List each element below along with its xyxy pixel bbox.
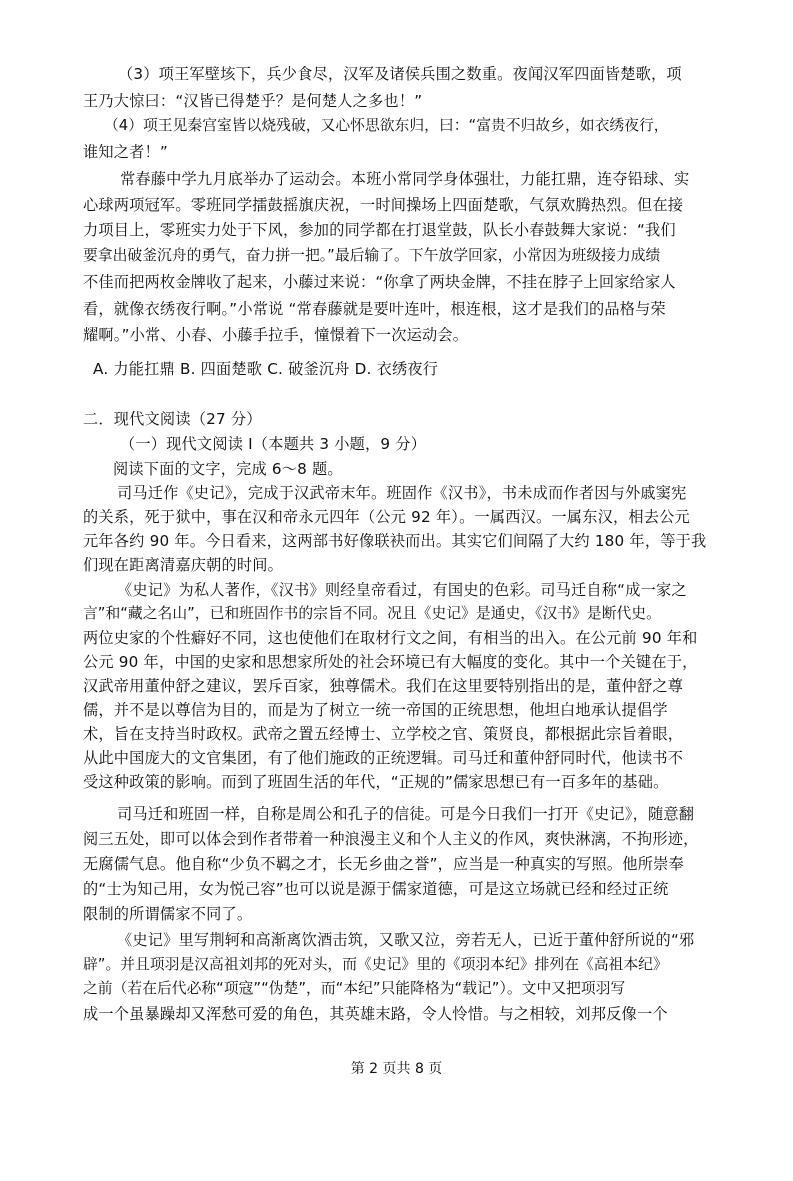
text-line: 无腐儒气息。他自称“少负不羁之才，长无乡曲之誉”，应当是一种真实的写照。他所崇奉: [83, 855, 684, 873]
text-line: 术，旨在支持当时政权。武帝之置五经博士、立学校之官、策贤良，都根据此宗旨着眼，: [83, 725, 684, 743]
page-number: 第 2 页共 8 页: [350, 1061, 443, 1077]
text-line: 公元 90 年，中国的史家和思想家所处的社会环境已有大幅度的变化。其中一个关键在于，: [83, 653, 698, 671]
answer-options: A. 力能扛鼎 B. 四面楚歌 C. 破釜沉舟 D. 衣绣夜行: [93, 360, 439, 378]
text-line: 辟”。并且项羽是汉高祖刘邦的死对头，而《史记》里的《项羽本纪》排列在《高祖本纪》: [83, 956, 668, 973]
text-line: 言”和“藏之名山”，已和班固作书的宗旨不同。况且《史记》是通史，《汉书》是断代史。: [83, 605, 661, 622]
text-line: 心球两项冠军。零班同学擂鼓摇旗庆祝，一时间操场上四面楚歌，气氛欢腾热烈。但在接: [83, 196, 684, 214]
text-line: 汉武帝用董仲舒之建议，罢斥百家，独尊儒术。我们在这里要特别指出的是，董仲舒之尊: [83, 677, 684, 695]
text-line: 王乃大惊曰：“汉皆已得楚乎？是何楚人之多也！”: [83, 92, 423, 110]
text-line: （4）项王见秦宫室皆以烧残破，又心怀思欲东归，曰：“富贵不归故乡，如衣绣夜行，: [104, 117, 669, 134]
text-line: 不佳而把两枚金牌收了起来，小藤过来说：“你拿了两块金牌，不挂在脖子上回家给家人: [83, 273, 676, 291]
text-line: （3）项王军壁垓下，兵少食尽，汉军及诸侯兵围之数重。夜闻汉军四面皆楚歌，项: [118, 65, 682, 83]
text-line: 看，就像衣绣夜行啊。”小常说 “常春藤就是要叶连叶，根连根，这才是我们的品格与荣: [83, 300, 666, 318]
text-line: 耀啊。”小常、小春、小藤手拉手，憧憬着下一次运动会。: [83, 326, 469, 344]
instruction-text: 阅读下面的文字，完成 6～8 题。: [113, 460, 343, 478]
text-line: 的关系，死于狱中，事在汉和帝永元四年（公元 92 年）。一属西汉。一属东汉，相去公元: [83, 508, 690, 526]
text-line: 的“士为知己用，女为悦己容”也可以说是源于儒家道德，可是这立场就已经和经过正统: [83, 880, 669, 898]
section-heading: 二．现代文阅读（27 分）: [83, 410, 262, 428]
text-line: 限制的所谓儒家不同了。: [83, 905, 253, 923]
text-line: 要拿出破釜沉舟的勇气，奋力拼一把。”最后输了。下午放学回家，小常因为班级接力成绩: [83, 247, 661, 264]
subsection-heading: （一）现代文阅读 I（本题共 3 小题，9 分）: [120, 435, 427, 453]
text-line: 谁知之者！”: [83, 143, 169, 161]
text-line: 阅三五处，即可以体会到作者带着一种浪漫主义和个人主义的作风，爽快淋漓，不拘形迹，: [83, 830, 699, 848]
text-line: 成一个虽暴躁却又浑愁可爱的角色，其英雄末路，令人怜惜。与之相较，刘邦反像一个: [83, 1005, 668, 1023]
text-line: 常春藤中学九月底举办了运动会。本班小常同学身体强壮，力能扛鼎，连夺铅球、实: [120, 170, 690, 188]
text-line: 之前（若在后代必称“项寇”“伪楚”，而“本纪”只能降格为“载记”）。文中又把项羽写: [83, 980, 626, 997]
text-line: 们现在距离清嘉庆朝的时间。: [83, 556, 284, 574]
text-line: 受这种政策的影响。而到了班固生活的年代，“正规的”儒家思想已有一百多年的基础。: [83, 773, 669, 791]
text-line: 从此中国庞大的文官集团，有了他们施政的正统逻辑。司马迁和董仲舒同时代，他读书不: [83, 749, 684, 767]
text-line: 司马迁作《史记》，完成于汉武帝末年。班固作《汉书》，书未成而作者因与外戚窦宪: [117, 484, 687, 502]
text-line: 两位史家的个性癖好不同，这也使他们在取材行文之间，有相当的出入。在公元前 90 年和: [83, 629, 698, 647]
text-line: 力项目上，零班实力处于下风，参加的同学都在打退堂鼓，队长小春鼓舞大家说：“我们: [83, 221, 676, 239]
text-line: 司马迁和班固一样，自称是周公和孔子的信徒。可是今日我们一打开《史记》，随意翻: [117, 805, 695, 823]
text-line: 《史记》为私人著作，《汉书》则经皇帝看过，有国史的色彩。司马迁自称“成一家之: [117, 581, 687, 599]
text-line: 元年各约 90 年。今日看来，这两部书好像联袂而出。其实它们间隔了大约 180 年，等于我: [83, 532, 707, 550]
text-line: 《史记》里写荆轲和高渐离饮酒击筑，又歌又泣，旁若无人，已近于董仲舒所说的“邪: [117, 931, 695, 949]
text-line: 儒，并不是以尊信为目的，而是为了树立一统一帝国的正统思想，他坦白地承认提倡学: [83, 701, 668, 719]
